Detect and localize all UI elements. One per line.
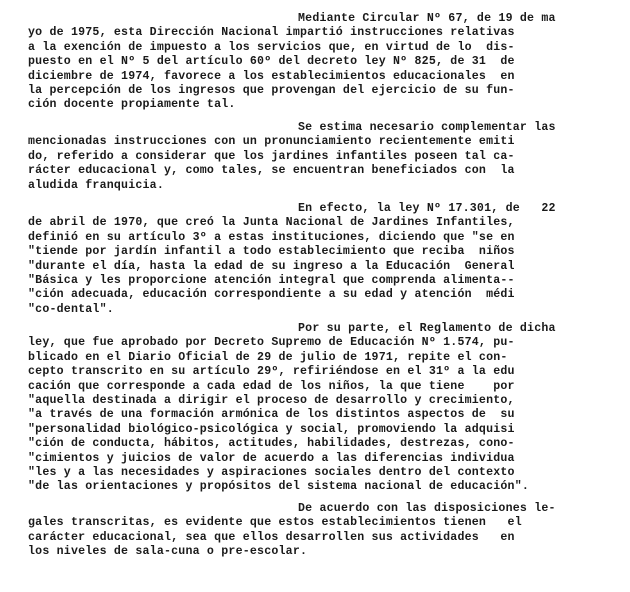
- text-line: cación que corresponde a cada edad de los niños, la que tiene por: [28, 379, 515, 393]
- text-line: carácter educacional, sea que ellos desarrollen sus actividades en: [28, 530, 515, 544]
- paragraph-reglamento: [28, 322, 608, 495]
- text-line: "ción adecuada, educación correspondiente a su edad y atención médi: [28, 288, 515, 302]
- text-line: puesto en el Nº 5 del artículo 60º del decreto ley Nº 825, de 31 de: [28, 55, 515, 69]
- text-line: los niveles de sala-cuna o pre-escolar.: [28, 545, 308, 559]
- text-line: De acuerdo con las disposiciones le-: [298, 502, 556, 515]
- text-line: "de las orientaciones y propósitos del sistema nacional de educación".: [28, 480, 530, 494]
- paragraph-conclusion: [28, 502, 608, 560]
- text-line: Por su parte, el Reglamento de dicha: [298, 322, 556, 335]
- text-line: do, referido a considerar que los jardines infantiles poseen tal ca-: [28, 149, 515, 163]
- text-line: a la exención de impuesto a los servicios que, en virtud de lo dis-: [28, 40, 515, 54]
- text-line: aludida franquicia.: [28, 178, 164, 192]
- text-line: Mediante Circular Nº 67, de 19 de ma: [298, 12, 556, 25]
- text-line: "les y a las necesidades y aspiraciones sociales dentro del contexto: [28, 465, 515, 479]
- text-line: "aquella destinada a dirigir el proceso de desarrollo y crecimiento,: [28, 393, 515, 407]
- text-line: cepto transcrito en su artículo 29º, refiriéndose en el 31º a la edu: [28, 365, 515, 379]
- text-line: "tiende por jardín infantil a todo establecimiento que reciba niños: [28, 245, 515, 259]
- paragraph-ley-17301: [28, 202, 608, 317]
- text-line: "cimientos y juicios de valor de acuerdo a las diferencias individua: [28, 451, 515, 465]
- text-line: ción docente propiamente tal.: [28, 98, 236, 112]
- text-line: "Básica y les proporcione atención integral que comprenda alimenta--: [28, 273, 515, 287]
- paragraph-pronunciamiento: [28, 121, 608, 193]
- text-line: diciembre de 1974, favorece a los establecimientos educacionales en: [28, 69, 515, 83]
- text-line: Se estima necesario complementar las: [298, 121, 556, 134]
- text-line: "personalidad biológico-psicológica y social, promoviendo la adquisi: [28, 422, 515, 436]
- text-line: definió en su artículo 3º a estas instituciones, diciendo que "se en: [28, 230, 515, 244]
- text-line: de abril de 1970, que creó la Junta Nacional de Jardines Infantiles,: [28, 216, 515, 230]
- text-line: "a través de una formación armónica de los distintos aspectos de su: [28, 408, 515, 422]
- text-line: yo de 1975, esta Dirección Nacional impartió instrucciones relativas: [28, 26, 515, 40]
- text-line: rácter educacional y, como tales, se encuentran beneficiados con la: [28, 164, 515, 178]
- text-line: En efecto, la ley Nº 17.301, de 22: [298, 202, 556, 215]
- text-line: mencionadas instrucciones con un pronunciamiento recientemente emiti: [28, 135, 515, 149]
- text-line: "durante el día, hasta la edad de su ingreso a la Educación General: [28, 259, 515, 273]
- paragraph-circular: [28, 12, 608, 113]
- text-line: ley, que fue aprobado por Decreto Supremo de Educación Nº 1.574, pu-: [28, 336, 515, 350]
- text-line: "ción de conducta, hábitos, actitudes, habilidades, destrezas, cono-: [28, 437, 515, 451]
- text-line: blicado en el Diario Oficial de 29 de julio de 1971, repite el con-: [28, 350, 508, 364]
- text-line: la percepción de los ingresos que provengan del ejercicio de su fun-: [28, 83, 515, 97]
- text-line: gales transcritas, es evidente que estos establecimientos tienen el: [28, 516, 522, 530]
- text-line: "co-dental".: [28, 302, 114, 316]
